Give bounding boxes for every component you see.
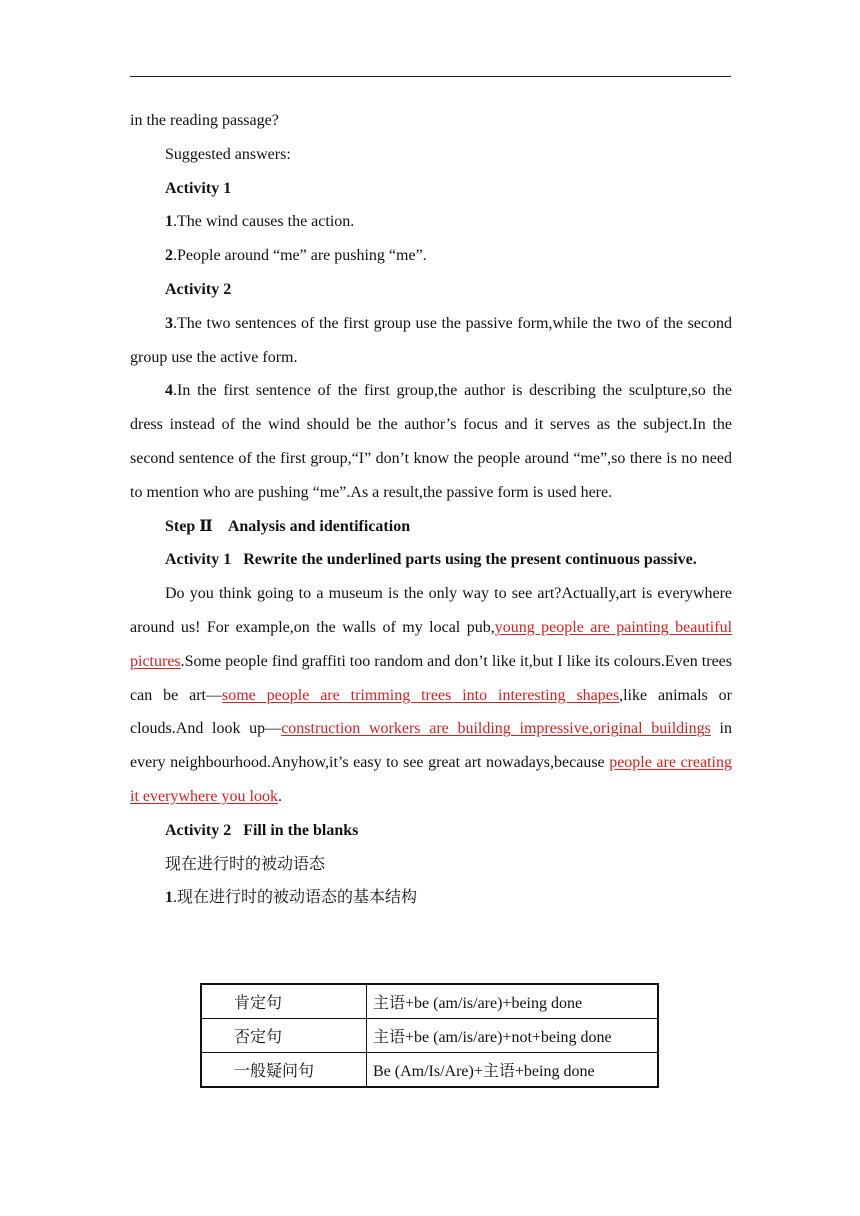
sentence-type-cell: 肯定句	[201, 984, 367, 1019]
underlined-part-1: young people are painting beautiful pictures	[130, 618, 733, 670]
structure-number: 1	[165, 889, 173, 907]
answer-1-number: 1	[165, 213, 173, 231]
structure-cell: Be (Am/Is/Are)+主语+being done	[367, 1053, 659, 1088]
sentence-type-cell: 一般疑问句	[201, 1053, 367, 1088]
answer-3-number: 3	[165, 314, 173, 332]
underlined-part-2: some people are trimming trees into interesting shapes	[221, 686, 620, 704]
reading-passage	[130, 577, 732, 814]
answer-1-text: .The wind causes the action.	[173, 213, 355, 231]
passage-text-5: .	[277, 787, 282, 805]
table-row	[201, 984, 658, 1019]
sentence-type-cell: 否定句	[201, 1019, 367, 1053]
answer-4-text: .In the first sentence of the first group,the author is describing the sculpture,so the dress instead of the wind should be the author’s focus and it serves as the subject.In the second sentence of the first group,“I” don’t know the people around “me”,so there is no need to mention who are pushing “me”.As a result,the passive form is used here.	[130, 382, 732, 501]
underlined-part-3: construction workers are building impressive,original buildings	[281, 720, 711, 738]
passage-text-1: Do you think going to a museum is the only way to see art?Actually,art is everywhere around us! For example,on the walls of my local pub,	[130, 585, 732, 636]
structure-cell: 主语+be (am/is/are)+not+being done	[367, 1019, 659, 1053]
activity-2-heading: Activity 2	[165, 280, 232, 298]
activity-1-heading: Activity 1	[165, 179, 232, 197]
answer-2	[130, 239, 732, 273]
answer-3-text: .The two sentences of the first group use the passive form,while the two of the second group use the active form.	[130, 314, 732, 366]
answer-4-number: 4	[165, 382, 173, 400]
passage-text-4: in every neighbourhood.Anyhow,it’s easy to see great art nowadays,because	[130, 720, 732, 772]
answer-4	[130, 374, 732, 509]
answer-2-text: .People around “me” are pushing “me”.	[173, 247, 427, 265]
structure-cell: 主语+be (am/is/are)+being done	[367, 984, 659, 1019]
table-row	[201, 1019, 658, 1053]
answer-3	[130, 307, 732, 375]
underlined-part-4: people are creating it everywhere you look	[130, 754, 733, 805]
header-rule	[130, 76, 731, 77]
suggested-answers-label: Suggested answers:	[165, 145, 291, 163]
structure-title-text: .现在进行时的被动语态的基本结构	[173, 889, 418, 907]
passage-text-2: .Some people find graffiti too random and don’t like it,but I like its colours.Even trees can be art—	[130, 652, 732, 704]
table-row	[201, 1053, 658, 1088]
chinese-title: 现在进行时的被动语态	[165, 855, 326, 873]
passage-text-3: ,like animals or clouds.And look up—	[130, 686, 732, 738]
answer-1	[130, 205, 732, 239]
step-activity-1-heading: Activity 1 Rewrite the underlined parts using the present continuous passive.	[165, 551, 697, 569]
intro-tail: in the reading passage?	[130, 112, 279, 129]
answer-2-number: 2	[165, 247, 173, 265]
step-activity-2-heading: Activity 2 Fill in the blanks	[165, 821, 359, 839]
structure-title	[130, 881, 732, 915]
document-body	[130, 104, 732, 915]
structure-table	[200, 983, 659, 1088]
step-2-heading: Step Ⅱ Analysis and identification	[165, 517, 411, 535]
